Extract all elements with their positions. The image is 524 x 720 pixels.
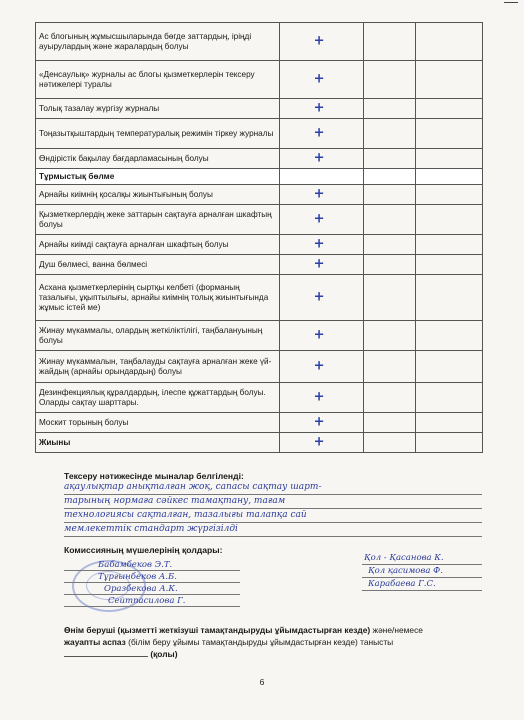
row-label: Қызметкерлердің жеке заттарын сақтауға арналған шкафтың болуы	[36, 205, 280, 235]
underline	[64, 536, 482, 537]
underline	[64, 508, 482, 509]
signature-line	[64, 606, 240, 607]
row-label: Асхана қызметкерлерінің сыртқы келбеті (форманың тазалығы, ұқыптылығы, арнайы киімнің толық жиынтығында жұмыс істей ме)	[36, 275, 280, 321]
signature-left: Сейтпасилова Г.	[108, 596, 186, 606]
signature-line	[362, 590, 482, 591]
row-label: Арнайы киімді сақтауға арналған шкафтың болуы	[36, 235, 280, 255]
plus-mark: +	[313, 125, 325, 140]
row-label: Дезинфекциялық құралдардың, ілеспе құжаттардың болуы. Оларды сақтау шарттары.	[36, 383, 280, 413]
table-row	[36, 205, 483, 235]
signature-line	[64, 582, 240, 583]
handwritten-conclusion-line: ақаулықтар анықталған жоқ, сапасы сақтау шарт-	[64, 482, 322, 492]
section-title: Тұрмыстық бөлме	[36, 169, 280, 185]
plus-mark: +	[313, 71, 325, 86]
handwritten-conclusion-line: тарының нормаға сәйкес тамақтану, тағам	[64, 496, 286, 506]
top-mark	[504, 2, 518, 3]
signature-left: Оразбекова А.К.	[104, 584, 178, 594]
plus-mark: +	[313, 236, 325, 251]
row-label: Арнайы киімнің қосалқы жиынтығының болуы	[36, 185, 280, 205]
plus-mark: +	[313, 414, 325, 429]
supplier-label: Өнім беруші (қызметті жеткізуші тамақтандыруды ұйымдастырған кезде)	[64, 625, 371, 635]
table-row	[36, 413, 483, 433]
row-label: Ас блогының жұмысшыларында бөгде заттардың, іріңді ауырулардың және жаралардың болуы	[36, 23, 280, 61]
cook-label: жауапты аспаз	[64, 637, 126, 647]
underline	[64, 522, 482, 523]
signature-left: Бабамбеков Э.Т.	[98, 560, 173, 570]
plus-mark: +	[313, 211, 325, 226]
signature-line	[64, 570, 240, 571]
commission-signatures-title: Комиссияның мүшелерінің қолдары:	[64, 545, 223, 555]
signature-line	[64, 594, 240, 595]
signature-left: Тұрғынбеков А.Б.	[98, 572, 177, 582]
table-row	[36, 235, 483, 255]
handwritten-conclusion-line: технологиясы сақталған, тазалығы талапқа сай	[64, 510, 307, 520]
acknowledgement-note	[64, 624, 496, 660]
table-row	[36, 321, 483, 351]
table-row	[36, 185, 483, 205]
row-label: Жинау мүкаммалы, олардың жеткіліктілігі, таңбалануының болуы	[36, 321, 280, 351]
table-row	[36, 149, 483, 169]
table-row	[36, 99, 483, 119]
supplier-label-rest: және/немесе	[370, 625, 423, 635]
conclusion-title: Тексеру нәтижесінде мыналар белгіленді:	[64, 471, 244, 481]
plus-mark: +	[313, 150, 325, 165]
plus-mark: +	[313, 434, 325, 449]
plus-mark: +	[313, 358, 325, 373]
plus-mark: +	[313, 327, 325, 342]
row-label: Жинау мүкаммалын, таңбалауды сақтауға арналған жеке үй-жайдың (арнайы орындардың) болуы	[36, 351, 280, 383]
page-number: 6	[259, 677, 265, 687]
inspection-checklist-table	[35, 22, 483, 453]
plus-mark: +	[313, 100, 325, 115]
section-header-row	[36, 169, 483, 185]
row-label: Москит торының болуы	[36, 413, 280, 433]
table-row	[36, 275, 483, 321]
total-row	[36, 433, 483, 453]
table-row	[36, 383, 483, 413]
row-label: Тоңазытқыштардың температуралық режимін тіркеу журналы	[36, 119, 280, 149]
signature-right: Қол - Қасанова К.	[364, 553, 444, 563]
plus-mark: +	[313, 33, 325, 48]
table-row	[36, 119, 483, 149]
table-row	[36, 255, 483, 275]
table-row	[36, 61, 483, 99]
signature-right: Қол қасимова Ф.	[368, 566, 443, 576]
row-label: Өндірістік бақылау бағдарламасының болуы	[36, 149, 280, 169]
row-label: Толық тазалау жүргізу журналы	[36, 99, 280, 119]
signature-caption: (қолы)	[150, 649, 178, 659]
handwritten-conclusion-line: мемлекеттік стандарт жүргізілді	[64, 524, 238, 534]
total-label: Жиыны	[36, 433, 280, 453]
plus-mark: +	[313, 256, 325, 271]
row-label: «Денсаулық» журналы ас блогы қызметкерлерін тексеру нәтижелері туралы	[36, 61, 280, 99]
table-row	[36, 351, 483, 383]
plus-mark: +	[313, 186, 325, 201]
cook-label-rest: (білім беру ұйымы тамақтандыруды ұйымдастырған кезде) танысты	[125, 637, 394, 647]
plus-mark: +	[313, 389, 325, 404]
signature-right: Карабаева Г.С.	[368, 579, 436, 589]
plus-mark: +	[313, 289, 325, 304]
underline	[64, 494, 482, 495]
signature-line	[362, 564, 482, 565]
row-label: Душ бөлмесі, ванна бөлмесі	[36, 255, 280, 275]
table-row	[36, 23, 483, 61]
signature-blank	[64, 656, 148, 657]
signature-line	[362, 577, 482, 578]
